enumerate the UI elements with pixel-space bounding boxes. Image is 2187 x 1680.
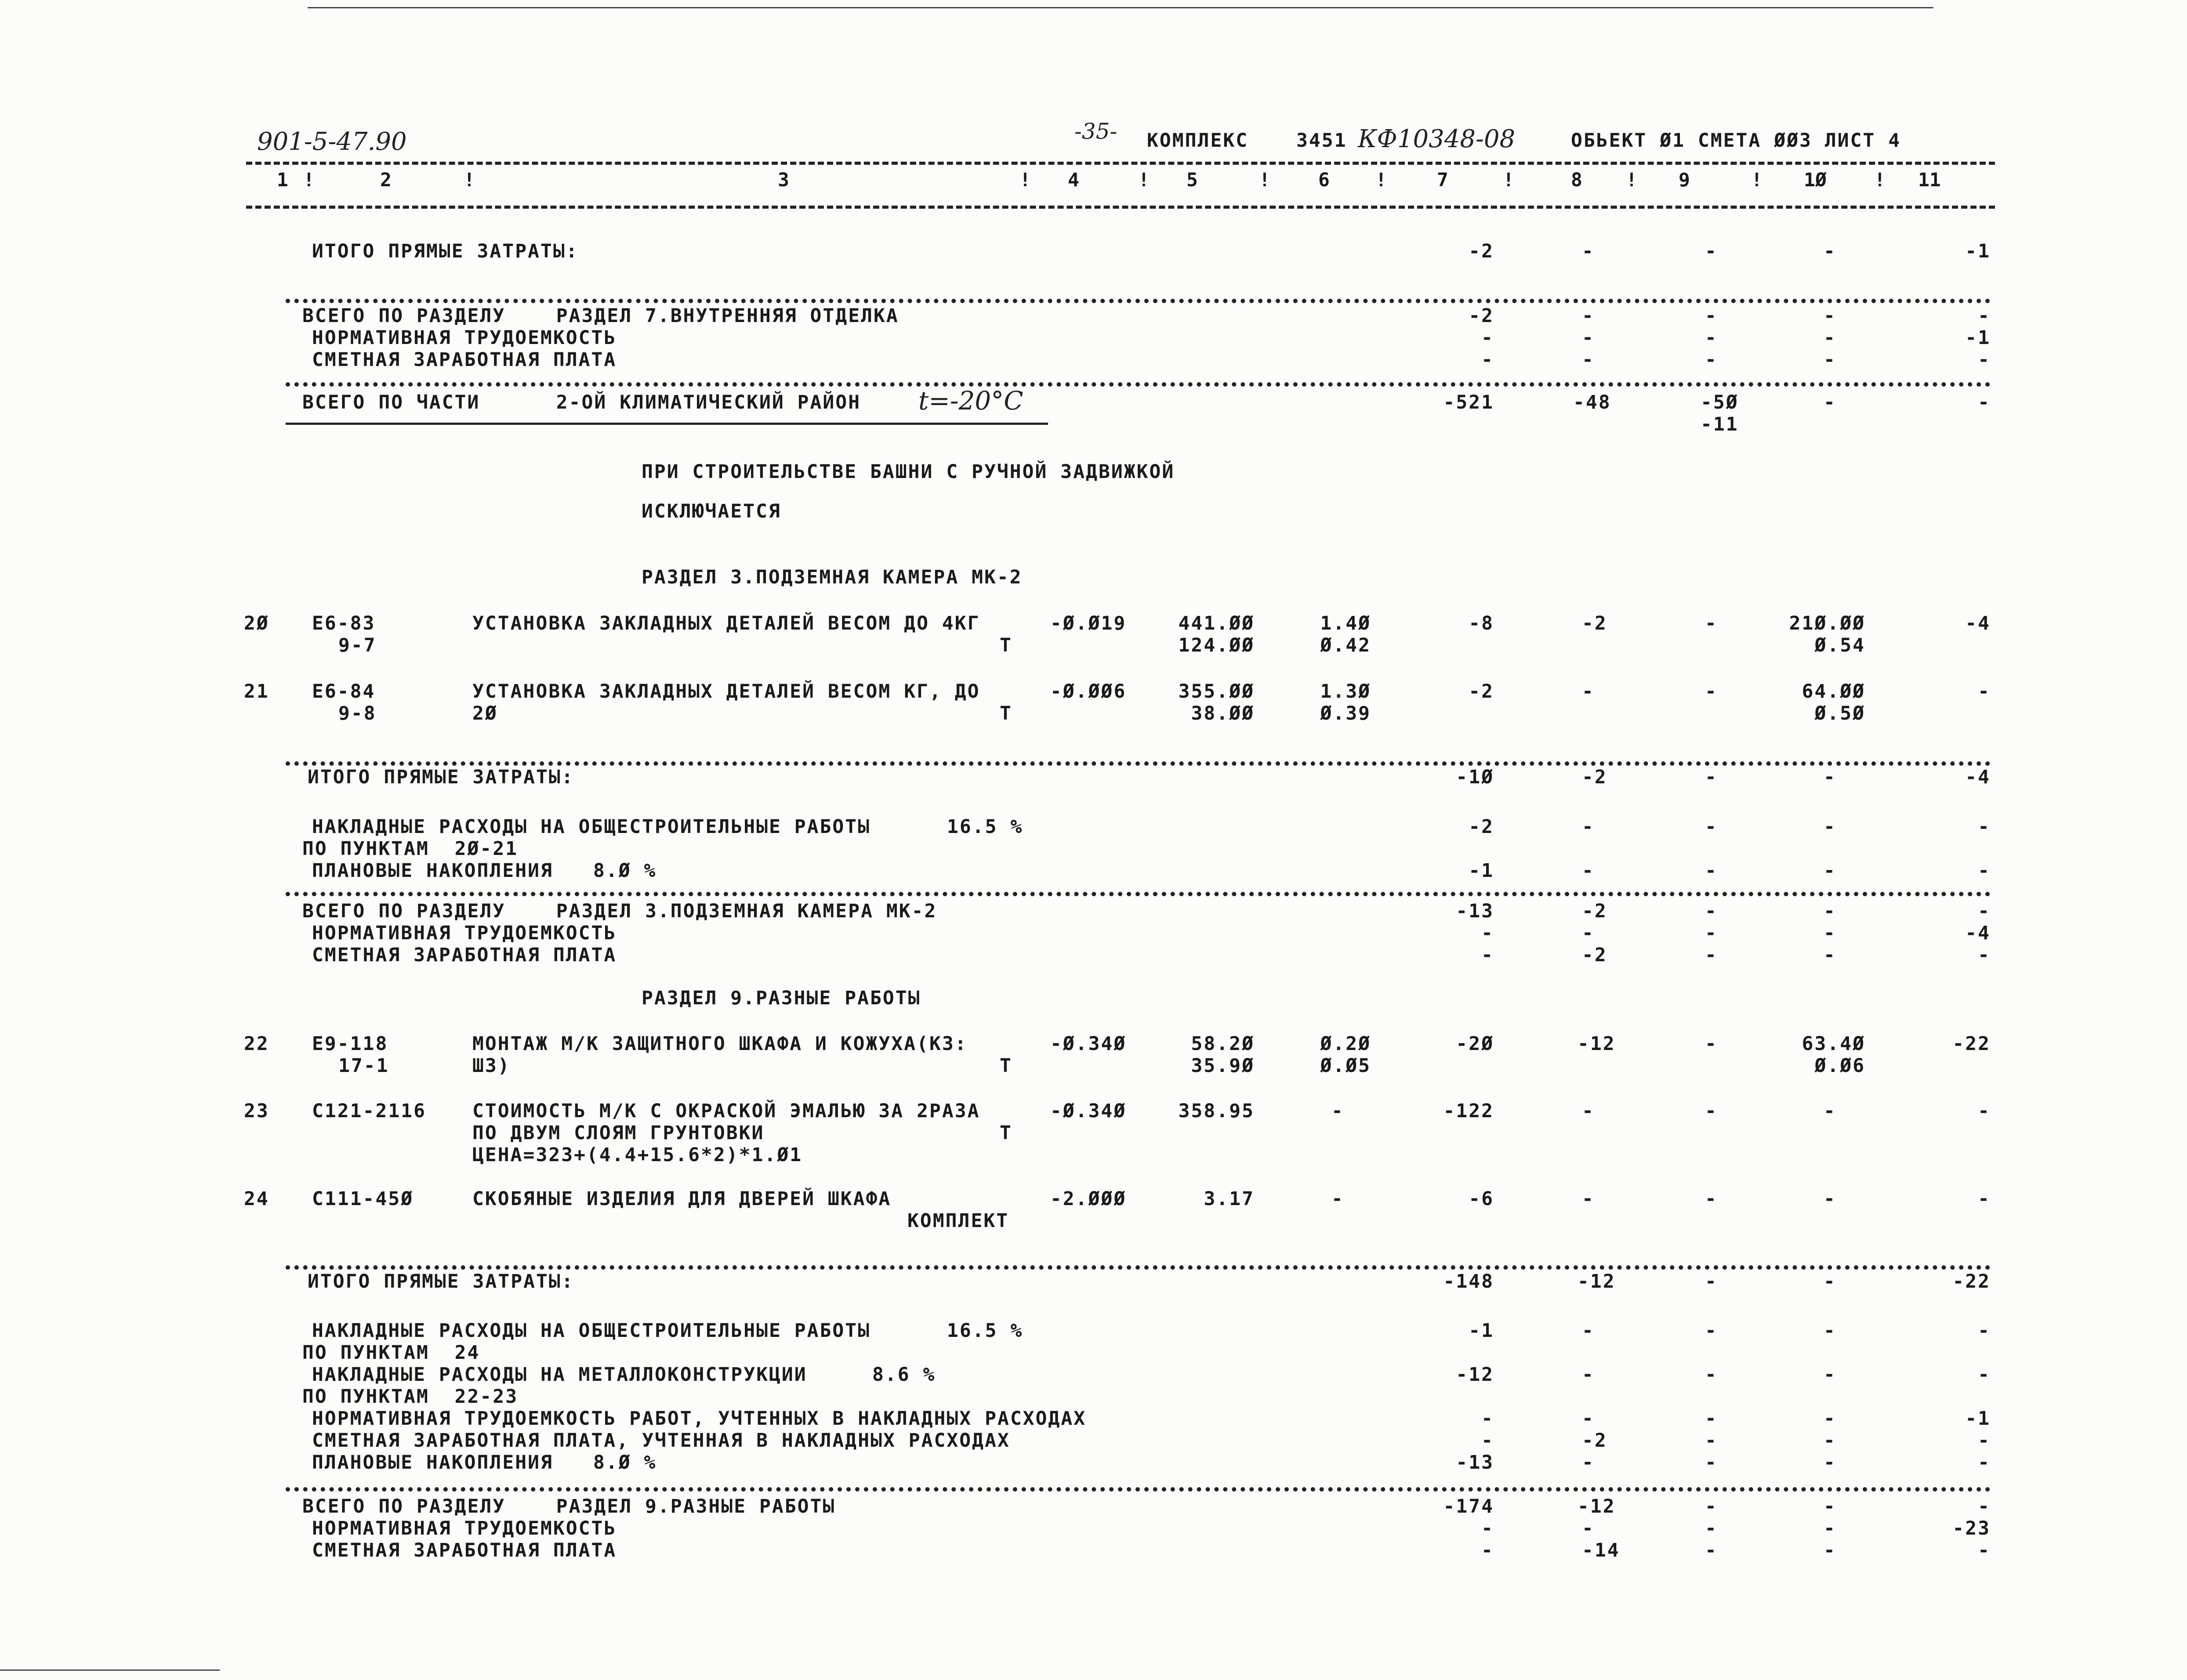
cell-col11: - xyxy=(1978,816,1991,838)
cell-col10: - xyxy=(1824,1539,1836,1561)
cell-col7: -1 xyxy=(1469,860,1494,882)
cell-col9: - xyxy=(1705,860,1718,882)
cell-col7: - xyxy=(1481,349,1494,371)
cell-col11: -22 xyxy=(1952,1033,1991,1055)
dotted-separator xyxy=(286,382,1991,387)
cell-col8: - xyxy=(1582,922,1595,944)
estimated-wage-label: СМЕТНАЯ ЗАРАБОТНАЯ ПЛАТА xyxy=(312,349,617,371)
cell-col11: - xyxy=(1978,1539,1991,1561)
section-total-label: ВСЕГО ПО РАЗДЕЛУ РАЗДЕЛ 3.ПОДЗЕМНАЯ КАМЕРА МК-2 xyxy=(302,900,937,922)
cell-col10: - xyxy=(1824,766,1836,788)
cell-col7: - xyxy=(1481,1539,1494,1561)
cell-col7: - xyxy=(1481,1517,1494,1539)
cell-col8: -14 xyxy=(1582,1539,1620,1561)
col-header-9: 9 xyxy=(1679,169,1690,191)
overhead-metal-percent: 8.6 % xyxy=(872,1364,936,1386)
col-separator: ! xyxy=(1874,169,1886,191)
cell-col7: -148 xyxy=(1443,1271,1494,1293)
cell-col9-second: -11 xyxy=(1701,413,1739,435)
complex-code: КФ10348-08 xyxy=(1358,125,1516,153)
cell-col10: - xyxy=(1824,1495,1836,1517)
item-unit: Т xyxy=(1000,702,1012,724)
cell-col7: -13 xyxy=(1456,900,1494,922)
item-quantity: -Ø.Ø19 xyxy=(1050,612,1127,634)
item-code: Е9-118 xyxy=(312,1033,388,1055)
cell-col11: - xyxy=(1978,860,1991,882)
cell-col5-second: 35.9Ø xyxy=(1191,1055,1255,1077)
cell-col11: -4 xyxy=(1965,612,1991,634)
cell-col10: - xyxy=(1824,1452,1836,1474)
item-description: СКОБЯНЫЕ ИЗДЕЛИЯ ДЛЯ ДВЕРЕЙ ШКАФА xyxy=(472,1188,892,1210)
cell-col9: - xyxy=(1705,1452,1718,1474)
cell-col10: - xyxy=(1824,1320,1836,1342)
header-rule-top xyxy=(246,162,1995,165)
cell-col11: - xyxy=(1978,681,1991,702)
cell-col9: - xyxy=(1705,1100,1718,1122)
item-number: 23 xyxy=(244,1100,269,1122)
section-total-label: ВСЕГО ПО РАЗДЕЛУ РАЗДЕЛ 7.ВНУТРЕННЯЯ ОТДЕЛКА xyxy=(302,305,899,327)
cell-col5: 3.17 xyxy=(1204,1188,1255,1210)
cell-col7: -2Ø xyxy=(1456,1033,1494,1055)
cell-col8: - xyxy=(1582,1452,1595,1474)
cell-col9: - xyxy=(1705,1495,1718,1517)
cell-col8: - xyxy=(1582,349,1595,371)
cell-col7: -1Ø xyxy=(1456,766,1494,788)
cell-col7: -2 xyxy=(1469,305,1494,327)
section-title: РАЗДЕЛ 3.ПОДЗЕМНАЯ КАМЕРА МК-2 xyxy=(642,566,1023,588)
cell-col8: - xyxy=(1582,240,1595,262)
item-number: 2Ø xyxy=(244,612,269,634)
object-sheet-label: ОБЬЕКТ Ø1 СМЕТА ØØ3 ЛИСТ 4 xyxy=(1571,130,1901,152)
cell-col10: 64.ØØ xyxy=(1802,681,1865,702)
cell-col9: - xyxy=(1705,816,1718,838)
cell-col10: - xyxy=(1824,944,1836,966)
cell-col10: - xyxy=(1824,1430,1836,1452)
cell-col8: -12 xyxy=(1578,1495,1616,1517)
cell-col10: - xyxy=(1824,860,1836,882)
cell-col11: -23 xyxy=(1952,1517,1991,1539)
cell-col9: - xyxy=(1705,766,1718,788)
cell-col10: - xyxy=(1824,1408,1836,1430)
col-header-1: 1 xyxy=(277,169,288,191)
labor-intensity-label: НОРМАТИВНАЯ ТРУДОЕМКОСТЬ xyxy=(312,922,617,944)
points-label: ПО ПУНКТАМ 2Ø-21 xyxy=(302,838,519,860)
dotted-separator xyxy=(286,761,1991,766)
cell-col5: 358.95 xyxy=(1178,1100,1255,1122)
cell-col11: -1 xyxy=(1965,327,1991,349)
cell-col10: - xyxy=(1824,240,1836,262)
part-total-label: ВСЕГО ПО ЧАСТИ 2-ОЙ КЛИМАТИЧЕСКИЙ РАЙОН xyxy=(302,391,861,413)
col-separator: ! xyxy=(464,169,475,191)
cell-col9: - xyxy=(1705,305,1718,327)
col-separator: ! xyxy=(1019,169,1031,191)
cell-col11: - xyxy=(1978,1364,1991,1386)
cell-col11: -4 xyxy=(1965,766,1991,788)
cell-col8: - xyxy=(1582,860,1595,882)
cell-col7: -122 xyxy=(1443,1100,1494,1122)
cell-col11: - xyxy=(1978,391,1991,413)
cell-col9: - xyxy=(1705,1408,1718,1430)
cell-col8: -12 xyxy=(1578,1271,1616,1293)
item-description-cont: 2Ø xyxy=(472,702,498,724)
cell-col11: -1 xyxy=(1965,240,1991,262)
cell-col6-second: Ø.Ø5 xyxy=(1320,1055,1371,1077)
cell-col10: - xyxy=(1824,1100,1836,1122)
cell-col6-second: Ø.42 xyxy=(1320,634,1371,656)
cell-col8: - xyxy=(1582,1188,1595,1210)
item-code: Е6-83 xyxy=(312,612,376,634)
item-code-sub: 17-1 xyxy=(338,1055,389,1077)
cell-col8: -2 xyxy=(1582,612,1607,634)
item-code: С121-2116 xyxy=(312,1100,426,1122)
cell-col10: - xyxy=(1824,900,1836,922)
complex-value: 3451 xyxy=(1296,130,1347,152)
col-header-7: 7 xyxy=(1437,169,1448,191)
labor-intensity-label: НОРМАТИВНАЯ ТРУДОЕМКОСТЬ xyxy=(312,1517,617,1539)
item-unit: Т xyxy=(1000,1122,1012,1144)
note-line: ИСКЛЮЧАЕТСЯ xyxy=(642,500,781,522)
cell-col9: - xyxy=(1705,1430,1718,1452)
cell-col5-second: 124.ØØ xyxy=(1178,634,1255,656)
cell-col9: - xyxy=(1705,944,1718,966)
col-separator: ! xyxy=(1751,169,1763,191)
note-line: ПРИ СТРОИТЕЛЬСТВЕ БАШНИ С РУЧНОЙ ЗАДВИЖКОЙ xyxy=(642,461,1175,483)
cell-col7: - xyxy=(1481,1430,1494,1452)
estimated-wage-label: СМЕТНАЯ ЗАРАБОТНАЯ ПЛАТА xyxy=(312,1539,617,1561)
cell-col9: - xyxy=(1705,1271,1718,1293)
cell-col10: 63.4Ø xyxy=(1802,1033,1865,1055)
cell-col9: - xyxy=(1705,240,1718,262)
col-separator: ! xyxy=(303,169,315,191)
cell-col9: - xyxy=(1705,1320,1718,1342)
cell-col8: -2 xyxy=(1582,766,1607,788)
cell-col10: - xyxy=(1824,816,1836,838)
item-quantity: -Ø.ØØ6 xyxy=(1050,681,1127,702)
overhead-metal-label: НАКЛАДНЫЕ РАСХОДЫ НА МЕТАЛЛОКОНСТРУКЦИИ xyxy=(312,1364,807,1386)
cell-col11: -22 xyxy=(1952,1271,1991,1293)
dotted-separator xyxy=(286,1265,1991,1270)
cell-col7: -12 xyxy=(1456,1364,1494,1386)
item-quantity: -Ø.34Ø xyxy=(1050,1100,1127,1122)
cell-col9: - xyxy=(1705,1188,1718,1210)
cell-col6: 1.3Ø xyxy=(1320,681,1371,702)
item-code-sub: 9-8 xyxy=(338,702,377,724)
item-number: 22 xyxy=(244,1033,269,1055)
cell-col10: - xyxy=(1824,305,1836,327)
item-description-cont: ШЗ) xyxy=(472,1055,511,1077)
cell-col11: - xyxy=(1978,900,1991,922)
dotted-separator xyxy=(286,299,1991,303)
item-code-sub: 9-7 xyxy=(338,634,377,656)
section-title: РАЗДЕЛ 9.РАЗНЫЕ РАБОТЫ xyxy=(642,987,921,1009)
cell-col7: - xyxy=(1481,1408,1494,1430)
planned-savings-percent: 8.Ø % xyxy=(593,860,657,882)
header-rule-bottom xyxy=(246,206,1995,209)
page-number: -35- xyxy=(1074,119,1117,144)
cell-col8: - xyxy=(1582,1320,1595,1342)
cell-col6: - xyxy=(1331,1100,1344,1122)
cell-col10: - xyxy=(1824,922,1836,944)
cell-col10: 21Ø.ØØ xyxy=(1789,612,1865,634)
dotted-separator xyxy=(286,1487,1991,1492)
wage-in-overhead-label: СМЕТНАЯ ЗАРАБОТНАЯ ПЛАТА, УЧТЕННАЯ В НАКЛАДНЫХ РАСХОДАХ xyxy=(312,1430,1010,1452)
cell-col7: -1 xyxy=(1469,1320,1494,1342)
cell-col5: 441.ØØ xyxy=(1178,612,1255,634)
cell-col11: - xyxy=(1978,1452,1991,1474)
col-header-11: 11 xyxy=(1918,169,1941,191)
total-direct-label: ИТОГО ПРЯМЫЕ ЗАТРАТЫ: xyxy=(308,766,574,788)
cell-col10: - xyxy=(1824,1364,1836,1386)
cell-col7: -8 xyxy=(1469,612,1494,634)
col-separator: ! xyxy=(1138,169,1150,191)
item-code: С111-45Ø xyxy=(312,1188,414,1210)
cell-col8: - xyxy=(1582,305,1595,327)
overhead-percent: 16.5 % xyxy=(947,816,1023,838)
cell-col7: -521 xyxy=(1443,391,1494,413)
item-quantity: -Ø.34Ø xyxy=(1050,1033,1127,1055)
points-label: ПО ПУНКТАМ 22-23 xyxy=(302,1386,519,1408)
overhead-label: НАКЛАДНЫЕ РАСХОДЫ НА ОБЩЕСТРОИТЕЛЬНЫЕ РАБОТЫ xyxy=(312,1320,871,1342)
col-header-2: 2 xyxy=(380,169,392,191)
col-separator: ! xyxy=(1259,169,1270,191)
doc-code: 901-5-47.90 xyxy=(257,127,407,156)
cell-col8: -2 xyxy=(1582,900,1607,922)
cell-col7: - xyxy=(1481,327,1494,349)
cell-col5: 355.ØØ xyxy=(1178,681,1255,702)
item-unit: Т xyxy=(1000,1055,1012,1077)
total-direct-label: ИТОГО ПРЯМЫЕ ЗАТРАТЫ: xyxy=(312,240,579,262)
cell-col10: - xyxy=(1824,1517,1836,1539)
handwritten-temperature: t=-20°C xyxy=(918,386,1023,416)
complex-label: КОМПЛЕКС xyxy=(1147,130,1249,152)
cell-col6: Ø.2Ø xyxy=(1320,1033,1371,1055)
part-total-underline xyxy=(286,423,1048,425)
planned-savings-label: ПЛАНОВЫЕ НАКОПЛЕНИЯ xyxy=(312,860,553,882)
cell-col8: - xyxy=(1582,816,1595,838)
cell-col7: -2 xyxy=(1469,816,1494,838)
labor-intensity-label: НОРМАТИВНАЯ ТРУДОЕМКОСТЬ xyxy=(312,327,617,349)
cell-col11: - xyxy=(1978,305,1991,327)
cell-col10: - xyxy=(1824,1188,1836,1210)
bottom-scan-line xyxy=(0,1669,220,1671)
cell-col9: - xyxy=(1705,612,1718,634)
cell-col11: - xyxy=(1978,1430,1991,1452)
cell-col9: - xyxy=(1705,1033,1718,1055)
cell-col7: -6 xyxy=(1469,1188,1494,1210)
cell-col8: - xyxy=(1582,327,1595,349)
cell-col11: - xyxy=(1978,1320,1991,1342)
cell-col10: - xyxy=(1824,327,1836,349)
item-description-cont: ПО ДВУМ СЛОЯМ ГРУНТОВКИ xyxy=(472,1122,765,1144)
cell-col9: - xyxy=(1705,900,1718,922)
cell-col8: - xyxy=(1582,1100,1595,1122)
item-price-formula: ЦЕНА=323+(4.4+15.6*2)*1.Ø1 xyxy=(472,1144,803,1166)
col-separator: ! xyxy=(1626,169,1637,191)
overhead-label: НАКЛАДНЫЕ РАСХОДЫ НА ОБЩЕСТРОИТЕЛЬНЫЕ РАБОТЫ xyxy=(312,816,871,838)
cell-col9: - xyxy=(1705,349,1718,371)
cell-col9: - xyxy=(1705,681,1718,702)
cell-col6: 1.4Ø xyxy=(1320,612,1371,634)
col-header-6: 6 xyxy=(1318,169,1330,191)
cell-col7: -2 xyxy=(1469,681,1494,702)
item-quantity: -2.ØØØ xyxy=(1050,1188,1127,1210)
col-header-10: 1Ø xyxy=(1804,169,1827,191)
planned-savings-label: ПЛАНОВЫЕ НАКОПЛЕНИЯ xyxy=(312,1452,553,1474)
item-number: 24 xyxy=(244,1188,269,1210)
cell-col9: - xyxy=(1705,922,1718,944)
planned-savings-percent: 8.Ø % xyxy=(593,1452,657,1474)
cell-col8: - xyxy=(1582,681,1595,702)
cell-col7: - xyxy=(1481,944,1494,966)
col-header-8: 8 xyxy=(1571,169,1582,191)
cell-col7: -2 xyxy=(1469,240,1494,262)
cell-col8: - xyxy=(1582,1364,1595,1386)
total-direct-label: ИТОГО ПРЯМЫЕ ЗАТРАТЫ: xyxy=(308,1271,574,1293)
col-header-5: 5 xyxy=(1186,169,1198,191)
cell-col11: - xyxy=(1978,1100,1991,1122)
item-number: 21 xyxy=(244,681,269,702)
cell-col10-second: Ø.5Ø xyxy=(1814,702,1865,724)
top-scan-line xyxy=(308,7,1933,8)
cell-col8: -48 xyxy=(1573,391,1611,413)
item-description: СТОИМОСТЬ М/К С ОКРАСКОЙ ЭМАЛЬЮ ЗА 2РАЗА xyxy=(472,1100,980,1122)
dotted-separator xyxy=(286,892,1991,896)
cell-col9: - xyxy=(1705,327,1718,349)
cell-col8: - xyxy=(1582,1517,1595,1539)
cell-col11: - xyxy=(1978,1188,1991,1210)
col-header-4: 4 xyxy=(1068,169,1079,191)
cell-col11: - xyxy=(1978,349,1991,371)
item-unit: КОМПЛЕКТ xyxy=(907,1210,1009,1232)
cell-col5-second: 38.ØØ xyxy=(1191,702,1255,724)
cell-col10: - xyxy=(1824,349,1836,371)
labor-in-overhead-label: НОРМАТИВНАЯ ТРУДОЕМКОСТЬ РАБОТ, УЧТЕННЫХ В НАКЛАДНЫХ РАСХОДАХ xyxy=(312,1408,1087,1430)
cell-col9: - xyxy=(1705,1517,1718,1539)
cell-col11: - xyxy=(1978,944,1991,966)
col-separator: ! xyxy=(1503,169,1514,191)
cell-col10-second: Ø.54 xyxy=(1814,634,1865,656)
section-total-label: ВСЕГО ПО РАЗДЕЛУ РАЗДЕЛ 9.РАЗНЫЕ РАБОТЫ xyxy=(302,1495,836,1517)
cell-col7: -174 xyxy=(1443,1495,1494,1517)
item-description: УСТАНОВКА ЗАКЛАДНЫХ ДЕТАЛЕЙ ВЕСОМ КГ, ДО xyxy=(472,681,980,702)
overhead-percent: 16.5 % xyxy=(947,1320,1023,1342)
cell-col8: -2 xyxy=(1582,1430,1607,1452)
cell-col7: - xyxy=(1481,922,1494,944)
cell-col9: - xyxy=(1705,1539,1718,1561)
cell-col11: -1 xyxy=(1965,1408,1991,1430)
item-description: МОНТАЖ М/К ЗАЩИТНОГО ШКАФА И КОЖУХА(КЗ: xyxy=(472,1033,968,1055)
points-label: ПО ПУНКТАМ 24 xyxy=(302,1342,480,1364)
cell-col6: - xyxy=(1331,1188,1344,1210)
estimated-wage-label: СМЕТНАЯ ЗАРАБОТНАЯ ПЛАТА xyxy=(312,944,617,966)
col-separator: ! xyxy=(1375,169,1387,191)
cell-col6-second: Ø.39 xyxy=(1320,702,1371,724)
cell-col8: -12 xyxy=(1578,1033,1616,1055)
cell-col8: -2 xyxy=(1582,944,1607,966)
cell-col9: - xyxy=(1705,1364,1718,1386)
cell-col10: - xyxy=(1824,1271,1836,1293)
cell-col10-second: Ø.Ø6 xyxy=(1814,1055,1865,1077)
cell-col8: - xyxy=(1582,1408,1595,1430)
item-unit: Т xyxy=(1000,634,1012,656)
cell-col5: 58.2Ø xyxy=(1191,1033,1255,1055)
cell-col7: -13 xyxy=(1456,1452,1494,1474)
cell-col10: - xyxy=(1824,391,1836,413)
cell-col9: -5Ø xyxy=(1701,391,1739,413)
item-code: Е6-84 xyxy=(312,681,376,702)
item-description: УСТАНОВКА ЗАКЛАДНЫХ ДЕТАЛЕЙ ВЕСОМ ДО 4КГ xyxy=(472,612,980,634)
col-header-3: 3 xyxy=(778,169,789,191)
cell-col11: - xyxy=(1978,1495,1991,1517)
cell-col11: -4 xyxy=(1965,922,1991,944)
